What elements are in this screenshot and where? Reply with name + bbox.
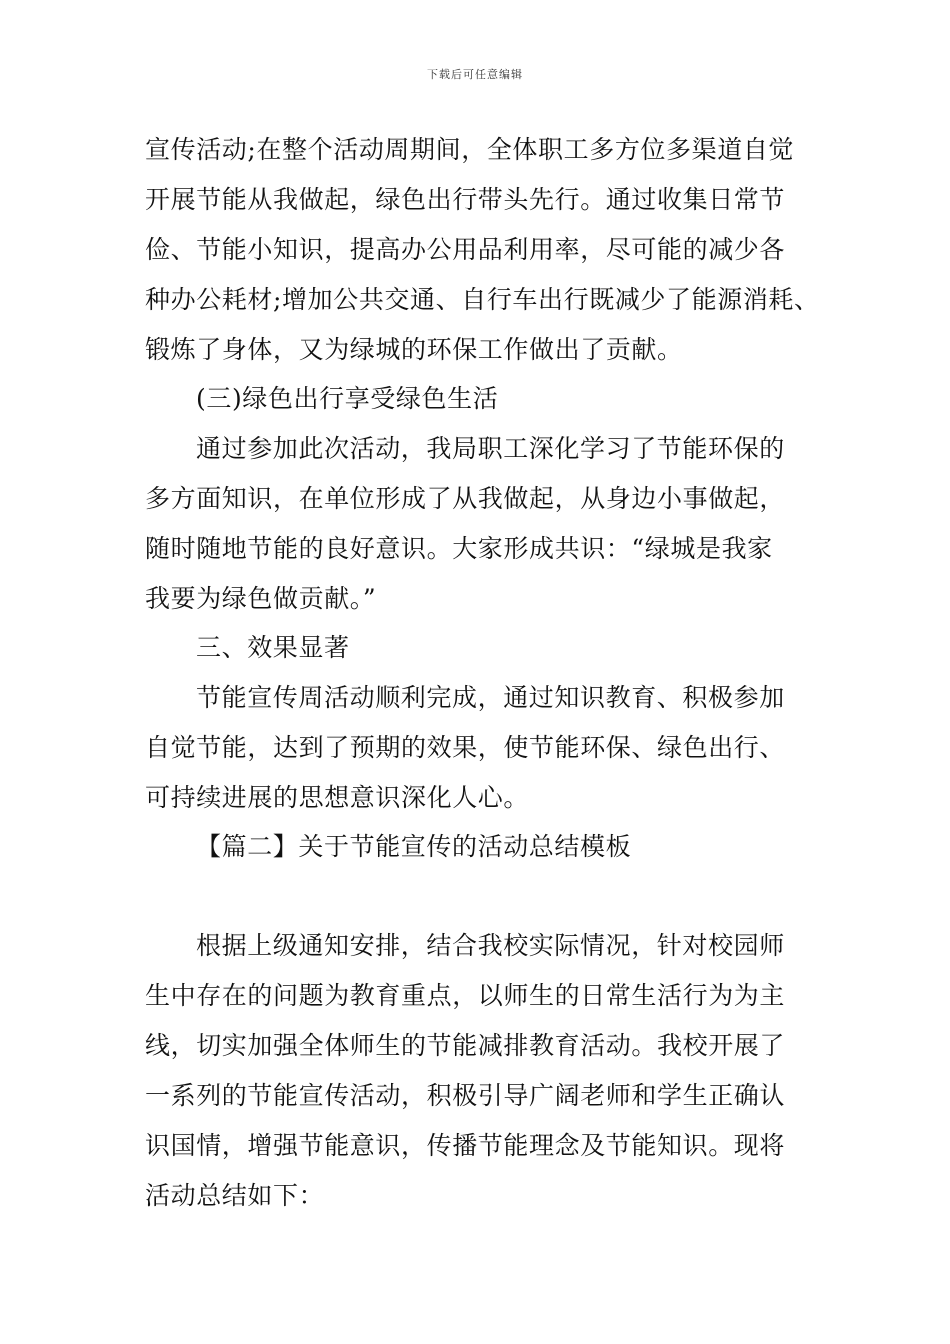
paragraph-line: 生中存在的问题为教育重点，以师生的日常生活行为为主 [145,981,786,1010]
paragraph-line: 根据上级通知安排，结合我校实际情况，针对校园师 [196,931,785,960]
paragraph-line: 自觉节能，达到了预期的效果，使节能环保、绿色出行、 [145,733,786,762]
paragraph-line: 多方面知识，在单位形成了从我做起，从身边小事做起， [145,484,786,513]
paragraph-line: 活动总结如下： [145,1181,325,1210]
paragraph-line: 俭、节能小知识，提高办公用品利用率，尽可能的减少各 [145,235,786,264]
paragraph-line: 识国情，增强节能意识，传播节能理念及节能知识。现将 [145,1131,786,1160]
section-heading: 三、效果显著 [196,633,350,662]
paragraph-line: 随时随地节能的良好意识。大家形成共识：“绿城是我家 [145,534,773,563]
paragraph-line: 宣传活动;在整个活动周期间，全体职工多方位多渠道自觉 [145,135,795,164]
section-heading: (三)绿色出行享受绿色生活 [196,384,499,413]
paragraph-line: 我要为绿色做贡献。” [145,584,377,613]
paragraph-line: 锻炼了身体，又为绿城的环保工作做出了贡献。 [145,335,683,364]
paragraph-line: 开展节能从我做起，绿色出行带头先行。通过收集日常节 [145,185,786,214]
paragraph-line: 一系列的节能宣传活动，积极引导广阔老师和学生正确认 [145,1081,786,1110]
paragraph-line: 通过参加此次活动，我局职工深化学习了节能环保的 [196,434,785,463]
paragraph-line: 可持续进展的思想意识深化人心。 [145,783,530,812]
paragraph-line: 种办公耗材;增加公共交通、自行车出行既减少了能源消耗、 [145,285,820,314]
paragraph-line: 线，切实加强全体师生的节能减排教育活动。我校开展了 [145,1031,786,1060]
page-header-note: 下载后可任意编辑 [427,68,523,81]
paragraph-line: 节能宣传周活动顺利完成，通过知识教育、积极参加 [196,683,785,712]
article-title: 【篇二】关于节能宣传的活动总结模板 [196,832,632,861]
